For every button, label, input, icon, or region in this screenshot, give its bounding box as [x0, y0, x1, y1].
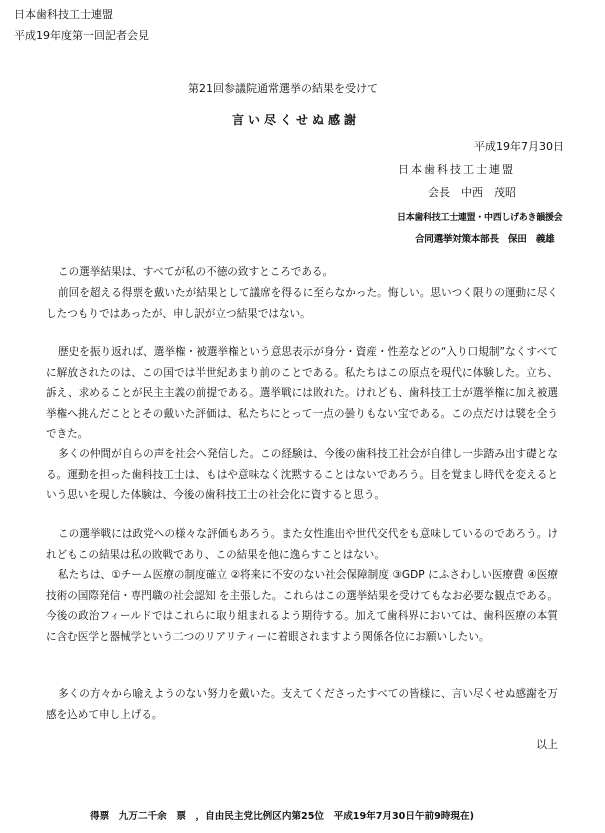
closing-mark: 以上 [536, 738, 558, 751]
signature-date: 平成19年7月30日 [474, 140, 564, 153]
signature-hq: 合同選挙対策本部長 保田 義雄 [415, 234, 555, 245]
signature-president: 会長 中西 茂昭 [428, 186, 516, 199]
header-event: 平成19年度第一回記者会見 [14, 29, 149, 42]
signature-assoc: 日本歯科技工士連盟・中西しげあき韻援会 [397, 213, 563, 223]
paragraph-1: この選挙結果は、すべてが私の不徳の致すところである。 [58, 266, 334, 278]
paragraph-6: 私たちは、①チーム医療の制度確立 ②将来に不安のない社会保障制度 ③GDP にふさわしい医療費 ④医療技術の国際発信・専門職の社会認知 を主張した。これらはこの選挙結果を受けてもなお必要な観点である。今後の政治フィールドではこれらに取り組まれるよう期待する。加えて歯科界においては、歯科医療の本質に含む医学と器械学という二つのリアリティーに着眼されますよう関係各位にお願いしたい。 [46, 569, 558, 643]
document-title: 言い尽くせぬ感謝 [232, 113, 361, 127]
paragraph-2: 前回を超える得票を戴いたが結果として議席を得るに至らなかった。悔しい。思いつく限りの運動に尽くしたつもりではあったが、申し訳が立つ結果ではない。 [46, 287, 558, 320]
header-org: 日本歯科技工士連盟 [14, 8, 113, 21]
paragraph-4: 多くの仲間が自らの声を社会へ発信した。この経験は、今後の歯科技工社会が自律し一歩踏み出す礎となる。運動を担った歯科技工士は、もはや意味なく沈黙することはないであろう。目を覚まし時代を変えるという思いを現した体験は、今後の歯科技工士の社会化に資すると思う。 [46, 448, 558, 501]
footer-vote-count: 得票 九万二千余 票 ，自由民主党比例区内第25位 平成19年7月30日午前9時現在) [90, 811, 474, 822]
paragraph-3: 歴史を振り返れば、選挙権・被選挙権という意思表示が身分・資産・性差などの“入り口規制”なくすべてに解放されたのは、この国では半世紀あまり前のことである。私たちはこの原点を現代に体験した。立ち、訴え、求めることが民主主義の前提である。選挙戦には敗れた。けれども、歯科技工士が選挙権に加え被選挙権へ挑んだこととその戴いた評価は、私たちにとって一点の曇りもない宝である。この点だけは襞を全うできた。 [46, 346, 558, 440]
paragraph-5: この選挙戦には政党への様々な評価もあろう。また女性進出や世代交代をも意味しているのであろう。けれどもこの結果は私の敗戦であり、この結果を他に逸らすことはない。 [46, 528, 558, 561]
signature-org: 日本歯科技工士連盟 [398, 163, 515, 176]
subject-line: 第21回参議院通常選挙の結果を受けて [188, 82, 378, 95]
paragraph-7: 多くの方々から喩えようのない努力を戴いた。支えてくださったすべての皆様に、言い尽くせぬ感謝を万感を込めて申し上げる。 [46, 688, 558, 721]
